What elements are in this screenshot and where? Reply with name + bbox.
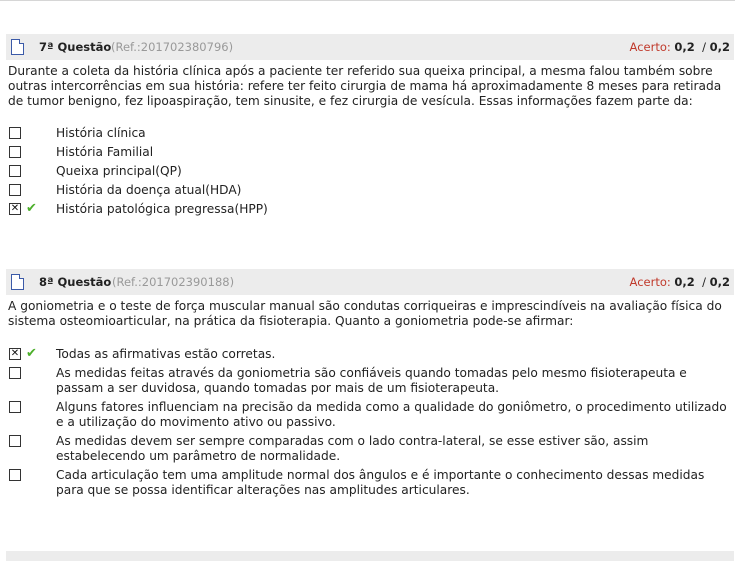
option-3[interactable] <box>6 400 734 434</box>
question-ref: (Ref.:201702380796) <box>111 40 234 54</box>
score-total: 0,2 <box>709 40 730 54</box>
document-icon <box>11 39 24 55</box>
correct-check-icon: ✔ <box>26 346 37 361</box>
option-3[interactable] <box>6 164 734 183</box>
question-text: Durante a coleta da história clínica após a paciente ter referido sua queixa principal, a mesma falou também sobre outras intercorrências em sua história: refere ter feito cirurgia de mama há aproximadamente 8 meses para retirada de tumor benigno, fez lipoaspiração, tem sinusite, e fez cirurgia de vesícula. Essas informações fazem parte da: <box>8 64 722 108</box>
question-header <box>6 269 734 295</box>
score-value: 0,2 <box>674 275 695 289</box>
next-question-header <box>6 551 734 561</box>
option-label: História patológica pregressa(HPP) <box>56 202 268 216</box>
option-checkbox[interactable] <box>9 401 21 413</box>
option-label: Queixa principal(QP) <box>56 164 182 178</box>
option-5[interactable] <box>6 468 734 502</box>
question-8 <box>6 269 734 502</box>
score-label: Acerto: <box>629 275 671 289</box>
option-label: As medidas devem ser sempre comparadas com o lado contra-lateral, se esse estiver são, assim estabelecendo um parâmetro de normalidade. <box>56 434 649 463</box>
option-label: Alguns fatores influenciam na precisão da medida como a qualidade do goniômetro, o procedimento utilizado e a utilização do movimento ativo ou passivo. <box>56 400 727 429</box>
option-checkbox[interactable] <box>9 435 21 447</box>
option-label: Todas as afirmativas estão corretas. <box>56 347 276 361</box>
score-separator: / <box>702 40 706 54</box>
option-label: História da doença atual(HDA) <box>56 183 242 197</box>
option-checkbox[interactable] <box>9 165 21 177</box>
question-ref: (Ref.:201702390188) <box>112 275 235 289</box>
checked-checkbox-icon[interactable]: ✕ <box>10 348 20 359</box>
option-label: História clínica <box>56 126 146 140</box>
option-checkbox[interactable] <box>9 367 21 379</box>
option-1[interactable] <box>6 347 734 366</box>
option-2[interactable] <box>6 366 734 400</box>
question-7 <box>6 34 734 221</box>
question-title: 8ª Questão <box>39 275 112 289</box>
question-header <box>6 34 734 60</box>
correct-check-icon: ✔ <box>26 201 37 216</box>
option-4[interactable] <box>6 183 734 202</box>
option-checkbox[interactable] <box>9 184 21 196</box>
score-separator: / <box>702 275 706 289</box>
option-4[interactable] <box>6 434 734 468</box>
option-label: As medidas feitas através da goniometria são confiáveis quando tomadas pelo mesmo fisioterapeuta e passam a ser duvidosa, quando tomadas por mais de um fisioterapeuta. <box>56 366 687 395</box>
option-2[interactable] <box>6 145 734 164</box>
option-label: Cada articulação tem uma amplitude normal dos ângulos e é importante o conhecimento dessas medidas para que se possa identificar alterações nas amplitudes articulares. <box>56 468 705 497</box>
question-text: A goniometria e o teste de força muscular manual são condutas corriqueiras e imprescindíveis na avaliação física do sistema osteomioarticular, na prática da fisioterapia. Quanto a goniometria pode-se afirmar: <box>8 299 722 328</box>
option-checkbox[interactable] <box>9 469 21 481</box>
option-5[interactable] <box>6 202 734 221</box>
score-value: 0,2 <box>674 40 695 54</box>
score-total: 0,2 <box>709 275 730 289</box>
document-icon <box>11 274 24 290</box>
question-score <box>630 40 730 54</box>
option-checkbox[interactable] <box>9 146 21 158</box>
option-label: História Familial <box>56 145 154 159</box>
score-label: Acerto: <box>629 40 671 54</box>
checked-checkbox-icon[interactable]: ✕ <box>10 203 20 214</box>
question-title: 7ª Questão <box>39 40 112 54</box>
question-score <box>630 275 730 289</box>
previous-question-divider <box>0 0 735 7</box>
option-1[interactable] <box>6 126 734 145</box>
option-checkbox[interactable] <box>9 127 21 139</box>
